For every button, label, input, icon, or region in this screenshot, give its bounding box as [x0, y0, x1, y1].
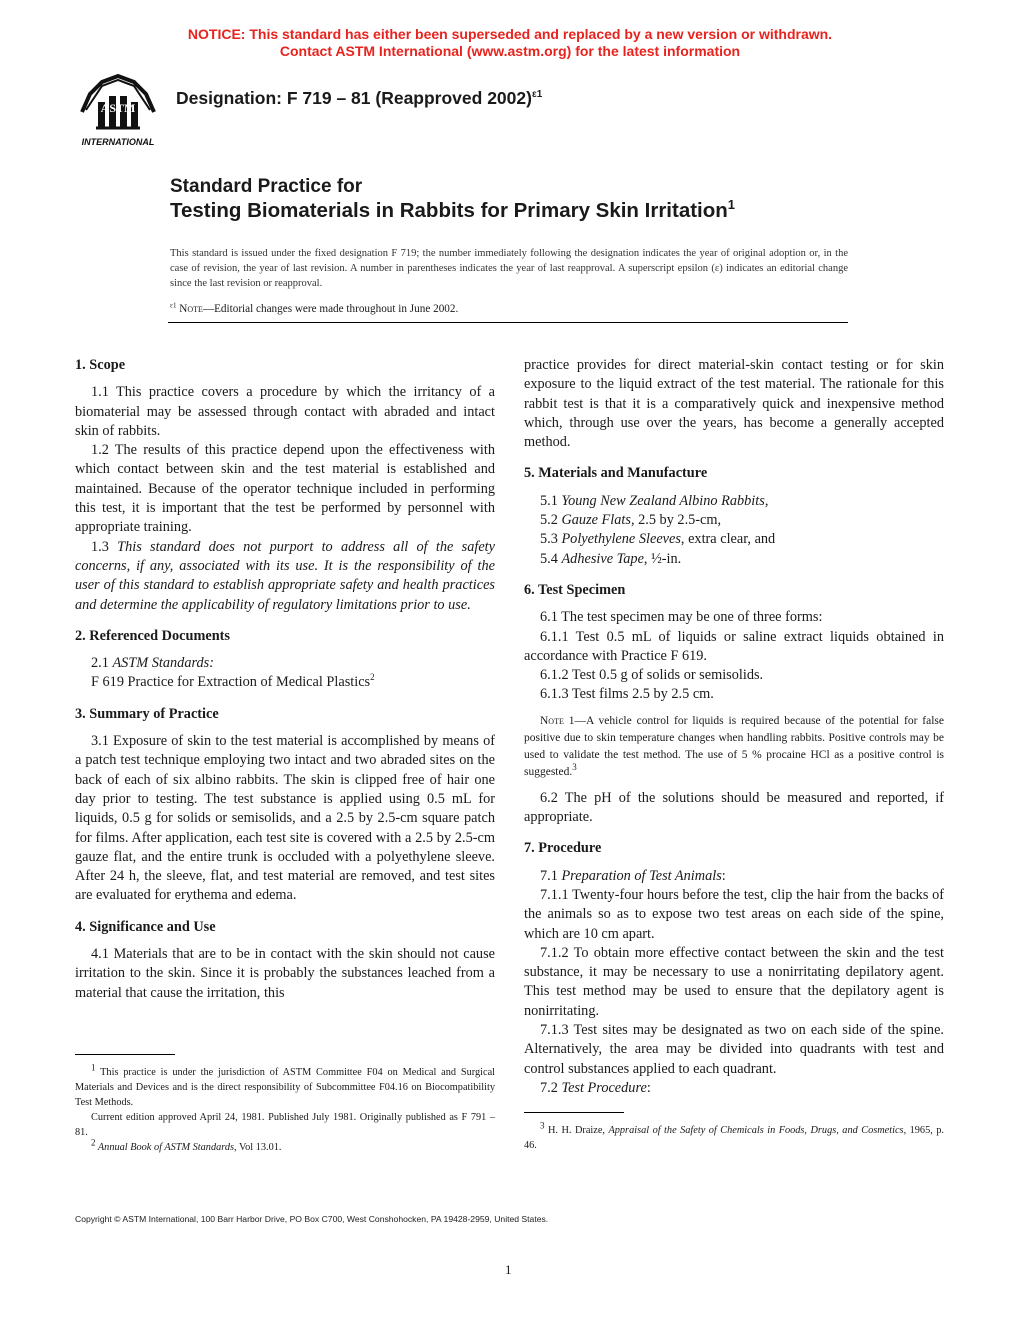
footnote-1-edition: Current edition approved April 24, 1981. Published July 1981. Originally published as F 791 – 81.: [75, 1112, 495, 1138]
header-divider: [168, 322, 848, 323]
designation: [176, 88, 542, 109]
footnote-2: $^2$ Annual Book of ASTM Standards, Vol 13.01.: [91, 1137, 282, 1153]
footnote-rule: [524, 1112, 624, 1113]
footnote-1: $^1$ This practice is under the jurisdiction of ASTM Committee F04 on Medical and Surgical Materials and Devices and is the direct responsibility of Subcommittee F04.16 on Biocompatibility Test Methods.: [75, 1062, 495, 1108]
paragraph: 2.1 ASTM Standards:: [91, 655, 214, 672]
title-line-1: Standard Practice for: [170, 176, 363, 197]
editorial-note-label: Note: [179, 303, 203, 315]
left-column: [75, 356, 495, 1003]
designation-sup: ε1: [531, 89, 543, 101]
editorial-note-sup: ε1: [170, 301, 177, 310]
title-footnote-ref: 1: [727, 197, 736, 213]
notice-line-2: Contact ASTM International (www.astm.org) for the latest information: [279, 43, 741, 59]
section-heading: 1. Scope: [75, 357, 126, 373]
footnotes-left: [75, 1054, 495, 1155]
notice-line-1: NOTICE: This standard has either been superseded and replaced by a new version or withdrawn.: [187, 26, 833, 42]
paragraph: 7.1.1 Twenty-four hours before the test, clip the hair from the backs of the animals so as to expose two test areas on each side of the spine, which are 10 cm apart.: [524, 886, 944, 942]
paragraph: 7.2 Test Procedure:: [540, 1079, 651, 1096]
paragraph: 7.1 Preparation of Test Animals:: [540, 867, 726, 884]
title-line-2: [170, 199, 735, 223]
section-heading: 4. Significance and Use: [75, 918, 216, 935]
material-item: 5.1 Young New Zealand Albino Rabbits,: [540, 492, 769, 509]
title-line-2-text: Testing Biomaterials in Rabbits for Primary Skin Irritation: [170, 199, 728, 222]
material-item: 5.4 Adhesive Tape, ½-in.: [540, 550, 682, 567]
section-heading: 2. Referenced Documents: [75, 627, 230, 644]
editorial-note-text: —Editorial changes were made throughout in June 2002.: [202, 303, 459, 315]
paragraph: 1.2 The results of this practice depend upon the effectiveness with which contact between skin and the test material is established and maintained. Because of the operator technique included in performing this test, it is important that the test be performed by personnel with appropriate training.: [75, 442, 495, 536]
paragraph: 7.1.3 Test sites may be designated as two on each side of the spine. Alternatively, the area may be divided into quadrants with test and control substances applied to each quadrant.: [524, 1022, 944, 1077]
paragraph: 3.1 Exposure of skin to the test material is accomplished by means of a patch test technique employing two intact and two abraded sites on the back of each of six albino rabbits. The skin is clipped free of hair one day prior to testing. The test substance is applied using 0.5 mL for liquids, 0.5 g for solids or semisolids, and a 2.5 by 2.5-cm square patch for films. After application, each test site is covered with a 2.5 by 2.5-cm gauze flat, and the entire trunk is occluded with a polyethylene sleeve. After 24 h, the sleeve, flat, and test material are removed, and test sites are evaluated for erythema and edema.: [75, 733, 495, 904]
paragraph: 6.1.3 Test films 2.5 by 2.5 cm.: [540, 686, 714, 703]
note-1: Note 1—A vehicle control for liquids is required because of the potential for false positive due to skin temperature changes when handling rabbits. Positive controls may be used to validate the test method. The use of 5 % procaine HCl as a positive control is suggested.$^3$: [524, 714, 944, 778]
footnotes-right: [524, 1112, 944, 1153]
logo-letters: ASTM: [100, 101, 136, 115]
footnote-3: $^3$ H. H. Draize, Appraisal of the Safety of Chemicals in Foods, Drugs, and Cosmetics, 1965, p. 46.: [524, 1120, 944, 1151]
paragraph: 6.1.1 Test 0.5 mL of liquids or saline extract liquids obtained in accordance with Practice F 619.: [524, 628, 944, 664]
section-heading: 3. Summary of Practice: [75, 705, 219, 722]
safety-statement: This standard does not purport to address all of the safety concerns, if any, associated with its use. It is the responsibility of the user of this standard to establish appropriate safety and health practices and determine the applicability of regulatory limitations prior to use.: [75, 538, 495, 613]
paragraph: 7.1.2 To obtain more effective contact between the skin and the test substance, it may be necessary to use a nonirritating depilatory agent. This test method may be used to ensure that the depilatory agent is nonirritating.: [524, 944, 944, 1019]
copyright: Copyright © ASTM International, 100 Barr Harbor Drive, PO Box C700, West Conshohocken, PA 19428-2959, United States.: [75, 1214, 549, 1224]
editorial-note: [170, 303, 458, 315]
preamble: This standard is issued under the fixed designation F 719; the number immediately following the designation indicates the year of original adoption or, in the case of revision, the year of last revision. A number in parentheses indicates the year of last reapproval. A superscript epsilon (ε) indicates an editorial change since the last revision or reapproval.: [170, 248, 848, 289]
document-title: [170, 175, 735, 223]
material-item: 5.2 Gauze Flats, 2.5 by 2.5-cm,: [540, 512, 722, 529]
page-number: 1: [505, 1262, 512, 1277]
paragraph: 1.1 This practice covers a procedure by which the irritancy of a biomaterial may be assessed through contact with abraded and intact skin of rabbits.: [75, 384, 495, 439]
astm-logo-icon: [76, 72, 160, 148]
reference-item: F 619 Practice for Extraction of Medical Plastics$^2$: [91, 672, 375, 691]
logo-tagline: INTERNATIONAL: [81, 137, 155, 147]
footnote-rule: [75, 1054, 175, 1055]
material-item: 5.3 Polyethylene Sleeves, extra clear, and: [540, 531, 776, 548]
section-heading: 6. Test Specimen: [524, 581, 626, 598]
right-column: [524, 356, 944, 1098]
paragraph: 4.1 Materials that are to be in contact with the skin should not cause irritation to the skin. Since it is probably the substances leached from a material that cause the irritation, this: [75, 946, 495, 1001]
section-heading: 5. Materials and Manufacture: [524, 465, 708, 482]
notice-banner: [0, 26, 1020, 60]
paragraph: 6.2 The pH of the solutions should be measured and reported, if appropriate.: [524, 789, 944, 826]
paragraph: practice provides for direct material-skin contact testing or for skin exposure to the liquid extract of the test material. The rationale for this rabbit test is that it is a comparatively quick and inexpensive method which, through use over the years, has become a generally accepted method.: [524, 357, 944, 451]
designation-text: Designation: F 719 – 81 (Reapproved 2002): [176, 88, 532, 108]
section-heading: 7. Procedure: [524, 840, 602, 857]
paragraph: 6.1.2 Test 0.5 g of solids or semisolids.: [540, 667, 764, 684]
paragraph: 6.1 The test specimen may be one of three forms:: [540, 609, 823, 626]
paragraph: 1.3 This standard does not purport to address all of the safety concerns, if any, associated with its use. It is the responsibility of the user of this standard to establish appropriate safety and health practices and determine the applicability of regulatory limitations prior to use.: [75, 538, 495, 613]
